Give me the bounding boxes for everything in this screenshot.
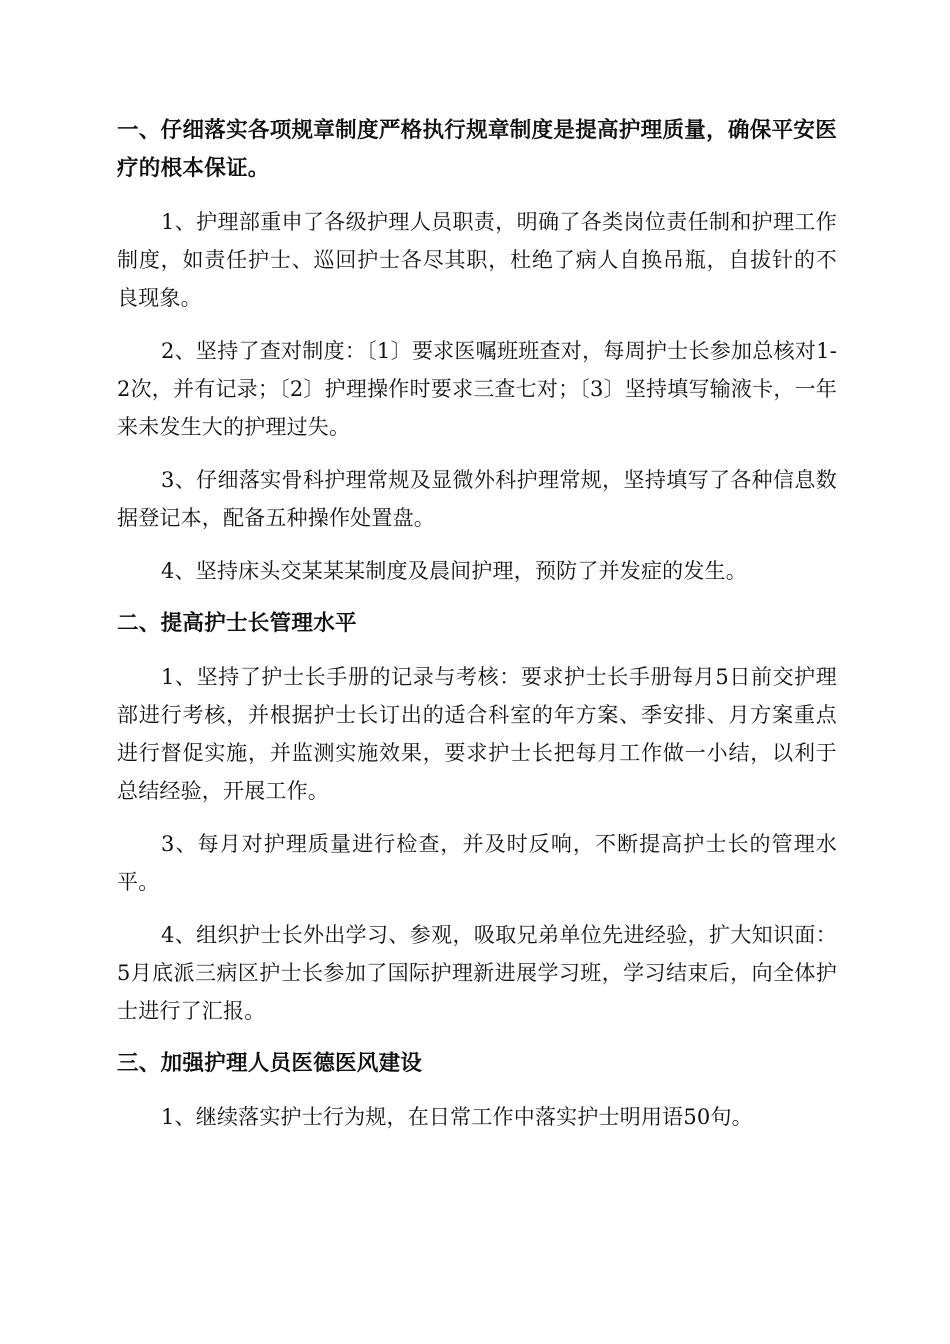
section-2-paragraph-3: 4、组织护士长外出学习、参观，吸取兄弟单位先进经验，扩大知识面：5月底派三病区护士长参加了国际护理新进展学习班，学习结束后，向全体护士进行了汇报。: [117, 923, 837, 1023]
document-body: [117, 112, 837, 1136]
section-2-paragraph-2: 3、每月对护理质量进行检查，并及时反响，不断提高护士长的管理水平。: [117, 832, 837, 894]
section-1-paragraph-4: 4、坚持床头交某某某制度及晨间护理，预防了并发症的发生。: [161, 559, 747, 583]
section-2-heading: 二、提高护士长管理水平: [117, 611, 357, 636]
section-1-paragraph-3: 3、仔细落实骨科护理常规及显微外科护理常规，坚持填写了各种信息数据登记本，配备五种操作处置盘。: [117, 468, 837, 530]
section-3-paragraph-1: 1、继续落实护士行为规，在日常工作中落实护士明用语50句。: [161, 1105, 753, 1129]
section-1-paragraph-1: 1、护理部重申了各级护理人员职责，明确了各类岗位责任制和护理工作制度，如责任护士、巡回护士各尽其职，杜绝了病人自换吊瓶，自拔针的不良现象。: [117, 210, 837, 310]
section-3-heading: 三、加强护理人员医德医风建设: [117, 1051, 423, 1076]
section-1-heading: 一、仔细落实各项规章制度严格执行规章制度是提高护理质量，确保平安医疗的根本保证。: [117, 118, 837, 181]
section-1-paragraph-2: 2、坚持了查对制度：〔1〕要求医嘱班班查对，每周护士长参加总核对1-2次，并有记录；〔2〕护理操作时要求三查七对；〔3〕坚持填写输液卡，一年来未发生大的护理过失。: [117, 339, 837, 439]
section-2-paragraph-1: 1、坚持了护士长手册的记录与考核：要求护士长手册每月5日前交护理部进行考核，并根据护士长订出的适合科室的年方案、季安排、月方案重点进行督促实施，并监测实施效果，要求护士长把每月工作做一小结，以利于总结经验，开展工作。: [117, 665, 837, 803]
